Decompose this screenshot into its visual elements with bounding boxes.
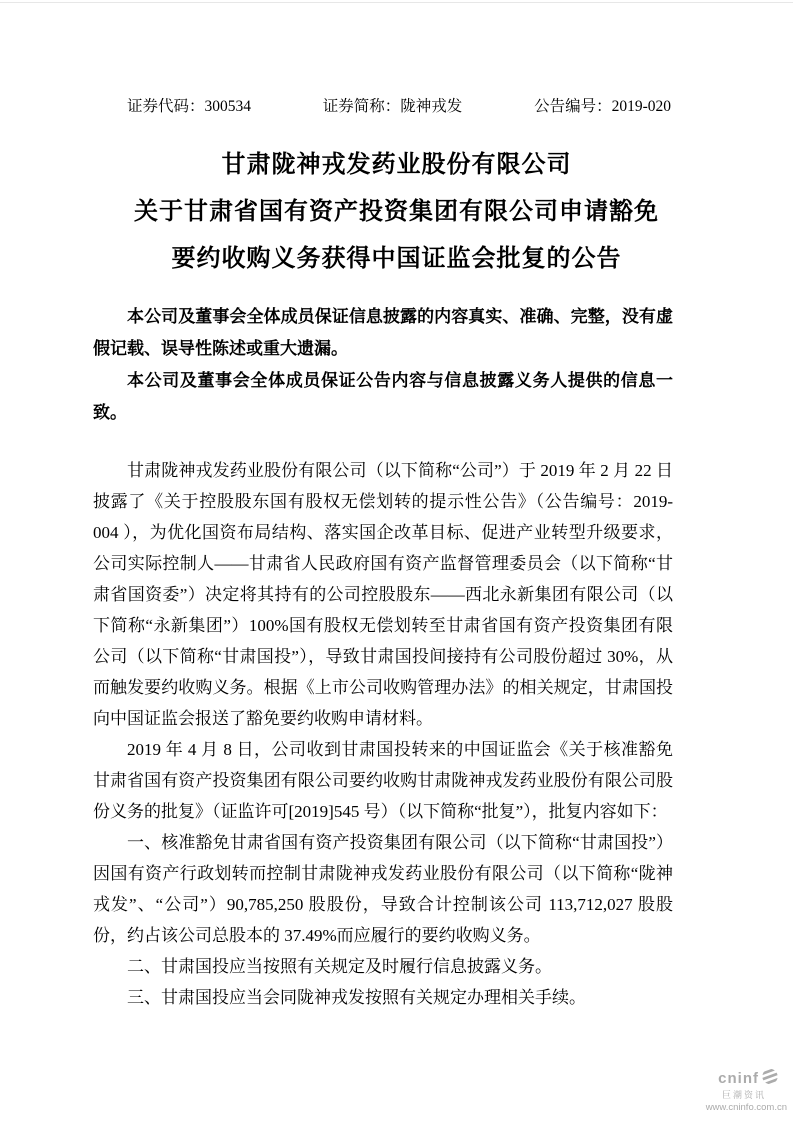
cninfo-brand-row [706, 1068, 787, 1090]
disclaimer-section [93, 301, 673, 429]
announcement-body [93, 455, 673, 1013]
cninfo-watermark [706, 1068, 787, 1113]
cninfo-chinese-name: 巨潮资讯 [721, 1089, 766, 1100]
title-line-1: 甘肃陇神戎发药业股份有限公司 [221, 152, 572, 178]
body-paragraph: 三、甘肃国投应当会同陇神戎发按照有关规定办理相关手续。 [127, 988, 586, 1007]
disclaimer-paragraph-1: 本公司及董事会全体成员保证信息披露的内容真实、准确、完整，没有虚假记载、误导性陈述或重大遗漏。 [93, 307, 673, 358]
body-paragraph: 2019 年 4 月 8 日，公司收到甘肃国投转来的中国证监会《关于核准豁免甘肃省国有资产投资集团有限公司要约收购甘肃陇神戎发药业股份有限公司股份义务的批复》（证监许可[2019]545 号）（以下简称“批复”），批复内容如下： [93, 740, 673, 821]
body-paragraph: 二、甘肃国投应当按照有关规定及时履行信息披露义务。 [127, 957, 552, 976]
body-paragraph: 甘肃陇神戎发药业股份有限公司（以下简称“公司”）于 2019 年 2 月 22 日披露了《关于控股股东国有股权无偿划转的提示性公告》（公告编号：2019-004 ），为优化国资布局结构、落实国企改革目标、促进产业转型升级要求，公司实际控制人——甘肃省人民政府国有资产监督管理委员会（以下简称“甘肃省国资委”）决定将其持有的公司控股股东——西北永新集团有限公司（以下简称“永新集团”）100%国有股权无偿划转至甘肃省国有资产投资集团有限公司（以下简称“甘肃国投”），导致甘肃国投间接持有公司股份超过 30%，从而触发要约收购义务。根据《上市公司收购管理办法》的相关规定，甘肃国投向中国证监会报送了豁免要约收购申请材料。 [93, 461, 673, 728]
cninfo-logo-icon [761, 1068, 779, 1090]
page-top-divider [0, 2, 793, 3]
document-header [127, 94, 671, 116]
title-line-3: 要约收购义务获得中国证监会批复的公告 [171, 246, 622, 272]
stock-abbreviation: 证券简称：陇神戎发 [322, 98, 463, 115]
disclaimer-paragraph-2: 本公司及董事会全体成员保证公告内容与信息披露义务人提供的信息一致。 [93, 371, 673, 422]
body-paragraph: 一、核准豁免甘肃省国有资产投资集团有限公司（以下简称“甘肃国投”）因国有资产行政划转而控制甘肃陇神戎发药业股份有限公司（以下简称“陇神戎发”、“公司”）90,785,250 股股份，导致合计控制该公司 113,712,027 股股份，约占该公司总股本的 37.49%而应履行的要约收购义务。 [93, 833, 673, 945]
stock-code: 证券代码：300534 [127, 98, 252, 115]
cninfo-brand-text: cninf [718, 1069, 759, 1087]
announcement-number: 公告编号：2019-020 [534, 98, 671, 115]
title-line-2: 关于甘肃省国有资产投资集团有限公司申请豁免 [134, 199, 659, 225]
cninfo-url: www.cninfo.com.cn [705, 1101, 787, 1113]
page-title [0, 142, 793, 283]
